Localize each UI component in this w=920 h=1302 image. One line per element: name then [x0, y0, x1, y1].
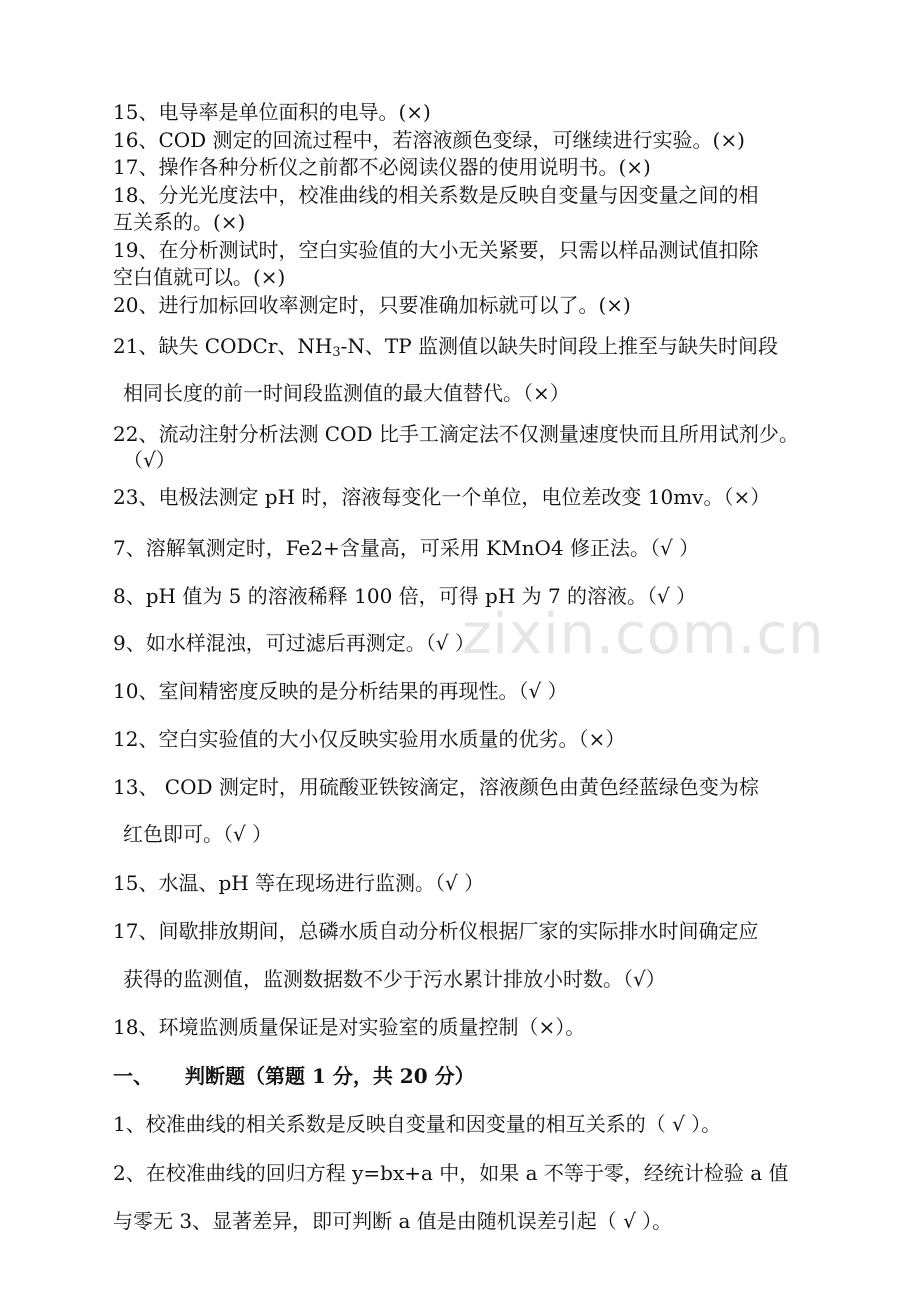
- statement-22-line2: （√）: [123, 448, 176, 472]
- statement-10: 10、室间精密度反映的是分析结果的再现性。（√ ）: [113, 679, 568, 703]
- statement-17b-line1: 17、间歇排放期间，总磷水质自动分析仪根据厂家的实际排水时间确定应: [113, 919, 759, 943]
- statement-9: 9、如水样混浊，可过滤后再测定。（√ ）: [113, 631, 475, 655]
- statement-15a: 15、电导率是单位面积的电导。(×): [113, 100, 431, 124]
- statement-23: 23、电极法测定 pH 时，溶液每变化一个单位，电位差改变 10mv。（×）: [113, 485, 771, 509]
- statement-18b: 18、环境监测质量保证是对实验室的质量控制（×）。: [113, 1015, 586, 1039]
- statement-20a: 20、进行加标回收率测定时，只要准确加标就可以了。(×): [113, 293, 631, 317]
- statement-21-part2: -N、TP 监测值以缺失时间段上推至与缺失时间段: [340, 334, 779, 358]
- statement-21-subscript: 3: [332, 345, 341, 360]
- section-heading-number: 一、: [113, 1064, 153, 1088]
- statement-21-line1: [113, 333, 778, 359]
- statement-18a-line2: 互关系的。(×): [113, 210, 246, 234]
- statement-21-part1: 21、缺失 CODCr、NH: [113, 334, 333, 358]
- statement-21-line2: 相同长度的前一时间段监测值的最大值替代。（×）: [123, 381, 570, 405]
- question-2-line2: 与零无 3、显著差异，即可判断 a 值是由随机误差引起（ √ ）。: [113, 1209, 673, 1233]
- statement-16a: 16、COD 测定的回流过程中，若溶液颜色变绿，可继续进行实验。(×): [113, 128, 745, 152]
- statement-8: 8、pH 值为 5 的溶液稀释 100 倍，可得 pH 为 7 的溶液。（√ ）: [113, 584, 697, 608]
- statement-13-line2: 红色即可。（√ ）: [123, 822, 273, 846]
- statement-7: 7、溶解氧测定时，Fe2+含量高，可采用 KMnO4 修正法。（√ ）: [113, 536, 700, 560]
- question-2-line1: 2、在校准曲线的回归方程 y=bx+a 中，如果 a 不等于零，经统计检验 a 值: [113, 1161, 789, 1185]
- statement-19a-line2: 空白值就可以。(×): [113, 265, 286, 289]
- statement-19a-line1: 19、在分析测试时，空白实验值的大小无关紧要，只需以样品测试值扣除: [113, 238, 759, 262]
- statement-17b-line2: 获得的监测值，监测数据数不少于污水累计排放小时数。（√）: [123, 967, 666, 991]
- question-1: 1、校准曲线的相关系数是反映自变量和因变量的相互关系的（ √ ）。: [113, 1112, 722, 1136]
- section-heading: [113, 1063, 475, 1089]
- statement-17a: 17、操作各种分析仪之前都不必阅读仪器的使用说明书。(×): [113, 155, 651, 179]
- statement-15b: 15、水温、pH 等在现场进行监测。（√ ）: [113, 871, 485, 895]
- watermark: zixin.com.cn: [462, 602, 825, 667]
- statement-22-line1: 22、流动注射分析法测 COD 比手工滴定法不仅测量速度快而且所用试剂少。: [113, 422, 799, 446]
- statement-18a-line1: 18、分光光度法中，校准曲线的相关系数是反映自变量与因变量之间的相: [113, 183, 759, 207]
- statement-13-line1: 13、 COD 测定时，用硫酸亚铁铵滴定，溶液颜色由黄色经蓝绿色变为棕: [113, 775, 759, 799]
- section-heading-text: 判断题（第题 1 分，共 20 分）: [185, 1064, 475, 1088]
- statement-12: 12、空白实验值的大小仅反映实验用水质量的优劣。（×）: [113, 727, 626, 751]
